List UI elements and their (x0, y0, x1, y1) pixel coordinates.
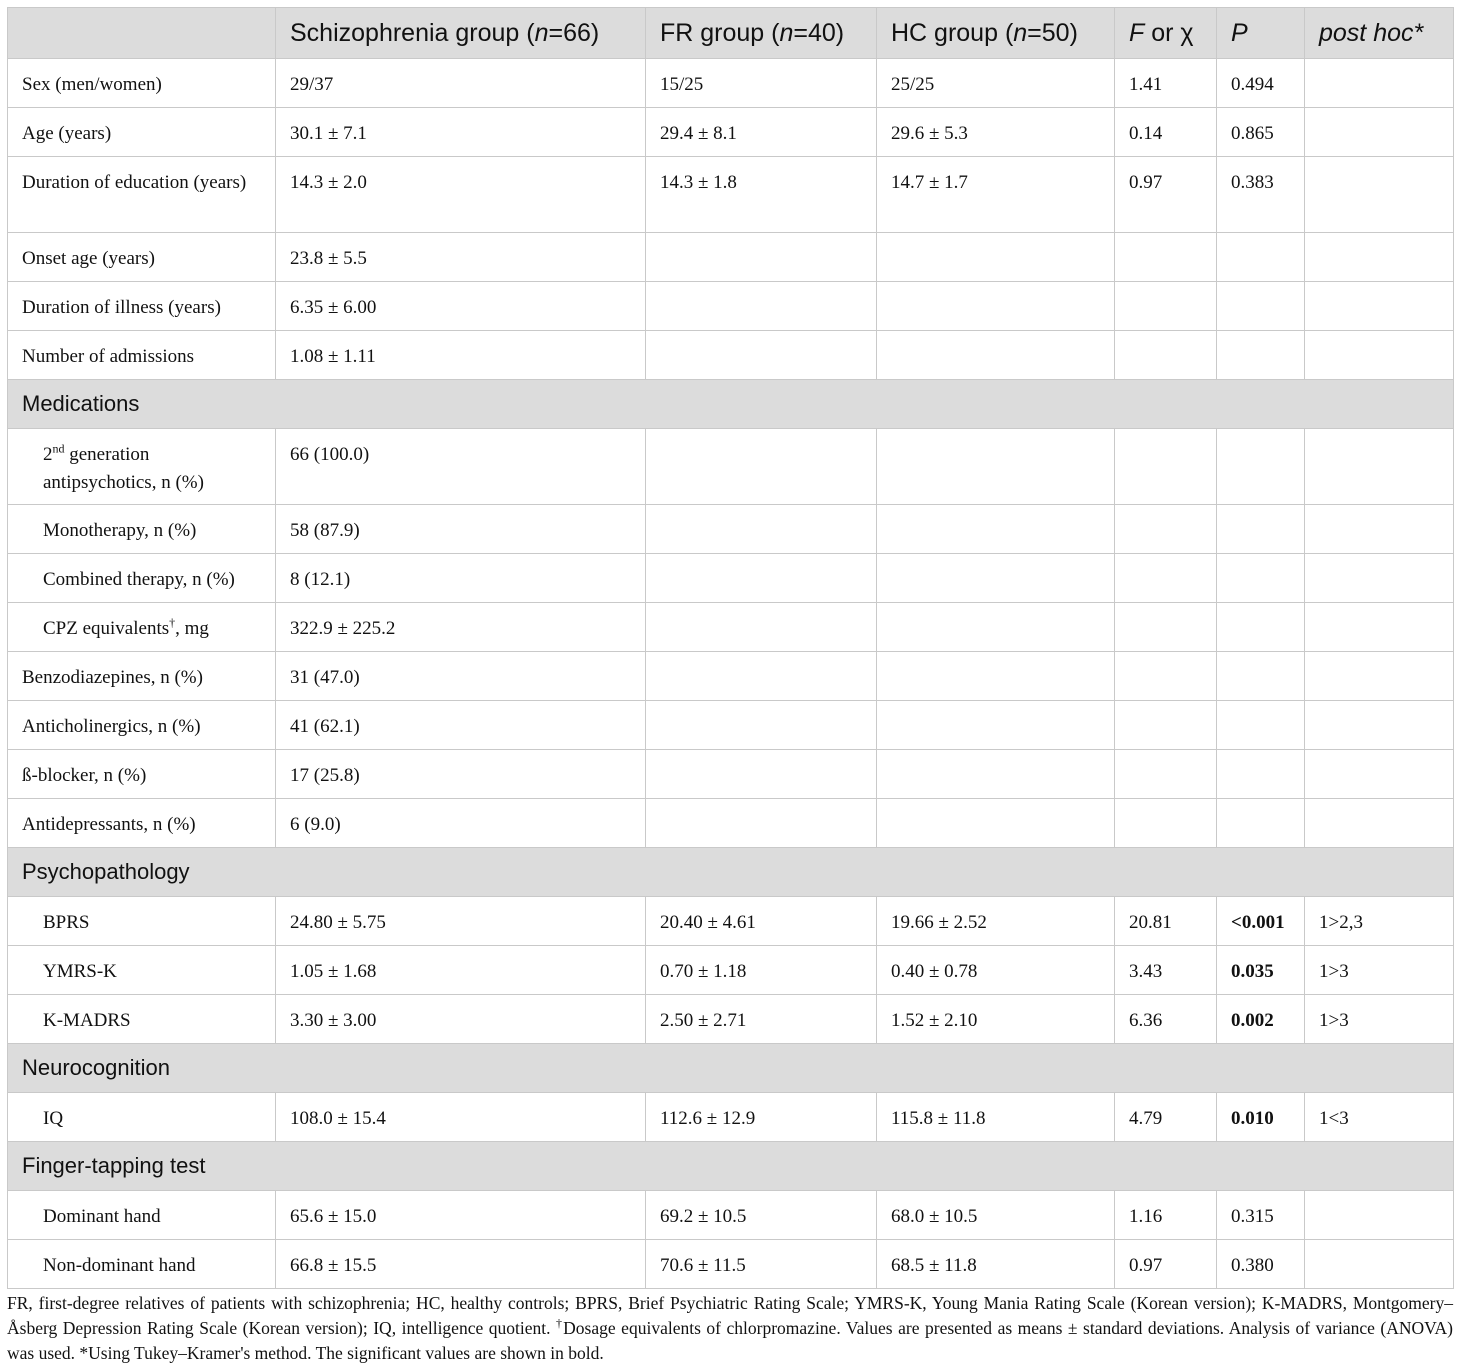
cell-hc (877, 282, 1115, 331)
cell-fr: 0.70 ± 1.18 (646, 946, 877, 995)
cell-statistic (1115, 505, 1217, 554)
cell-statistic: 0.14 (1115, 108, 1217, 157)
header-fr-group: FR group (n=40) (646, 8, 877, 59)
cell-p (1217, 799, 1305, 848)
row-label: Benzodiazepines, n (%) (8, 652, 276, 701)
row-label: ß-blocker, n (%) (8, 750, 276, 799)
cell-p: 0.865 (1217, 108, 1305, 157)
row-label: Onset age (years) (8, 233, 276, 282)
row-label: Sex (men/women) (8, 59, 276, 108)
cell-fr: 2.50 ± 2.71 (646, 995, 877, 1044)
cell-p: 0.494 (1217, 59, 1305, 108)
cell-hc (877, 799, 1115, 848)
cell-post-hoc (1305, 233, 1454, 282)
cell-schizophrenia: 66 (100.0) (276, 429, 646, 505)
cell-p: 0.315 (1217, 1191, 1305, 1240)
cell-statistic (1115, 603, 1217, 652)
cell-statistic (1115, 652, 1217, 701)
cell-fr (646, 282, 877, 331)
row-label: CPZ equivalents†, mg (8, 603, 276, 652)
row-label: 2nd generation antipsychotics, n (%) (8, 429, 276, 505)
cell-p: 0.035 (1217, 946, 1305, 995)
cell-schizophrenia: 108.0 ± 15.4 (276, 1093, 646, 1142)
row-second-generation-antipsychotics (8, 429, 1454, 505)
section-title: Psychopathology (8, 848, 1454, 897)
row-antidepressants (8, 799, 1454, 848)
row-label: BPRS (8, 897, 276, 946)
row-label: Duration of education (years) (8, 157, 276, 233)
row-label: Monotherapy, n (%) (8, 505, 276, 554)
cell-statistic: 0.97 (1115, 1240, 1217, 1289)
section-neurocognition (8, 1044, 1454, 1093)
row-monotherapy (8, 505, 1454, 554)
characteristics-table (7, 7, 1454, 1289)
cell-p: <0.001 (1217, 897, 1305, 946)
cell-hc: 1.52 ± 2.10 (877, 995, 1115, 1044)
cell-p (1217, 554, 1305, 603)
cell-p: 0.380 (1217, 1240, 1305, 1289)
cell-post-hoc (1305, 603, 1454, 652)
header-post-hoc: post hoc* (1305, 8, 1454, 59)
cell-post-hoc (1305, 157, 1454, 233)
cell-schizophrenia: 23.8 ± 5.5 (276, 233, 646, 282)
cell-statistic (1115, 429, 1217, 505)
cell-p (1217, 282, 1305, 331)
cell-post-hoc (1305, 1191, 1454, 1240)
cell-schizophrenia: 65.6 ± 15.0 (276, 1191, 646, 1240)
cell-statistic (1115, 799, 1217, 848)
cell-hc: 68.0 ± 10.5 (877, 1191, 1115, 1240)
row-label: Non-dominant hand (8, 1240, 276, 1289)
cell-post-hoc: 1>3 (1305, 946, 1454, 995)
cell-fr (646, 799, 877, 848)
row-label: YMRS-K (8, 946, 276, 995)
cell-schizophrenia: 30.1 ± 7.1 (276, 108, 646, 157)
cell-fr (646, 505, 877, 554)
row-anticholinergics (8, 701, 1454, 750)
cell-fr: 15/25 (646, 59, 877, 108)
header-variable (8, 8, 276, 59)
cell-hc (877, 750, 1115, 799)
section-title: Medications (8, 380, 1454, 429)
cell-hc: 0.40 ± 0.78 (877, 946, 1115, 995)
cell-statistic (1115, 331, 1217, 380)
cell-hc: 29.6 ± 5.3 (877, 108, 1115, 157)
row-k-madrs (8, 995, 1454, 1044)
cell-p: 0.010 (1217, 1093, 1305, 1142)
cell-post-hoc (1305, 282, 1454, 331)
cell-post-hoc (1305, 505, 1454, 554)
cell-statistic: 1.16 (1115, 1191, 1217, 1240)
cell-p (1217, 233, 1305, 282)
cell-schizophrenia: 8 (12.1) (276, 554, 646, 603)
row-label: Duration of illness (years) (8, 282, 276, 331)
cell-hc: 115.8 ± 11.8 (877, 1093, 1115, 1142)
cell-schizophrenia: 24.80 ± 5.75 (276, 897, 646, 946)
cell-fr (646, 603, 877, 652)
row-admissions (8, 331, 1454, 380)
cell-hc (877, 652, 1115, 701)
cell-statistic: 1.41 (1115, 59, 1217, 108)
cell-schizophrenia: 58 (87.9) (276, 505, 646, 554)
cell-fr: 112.6 ± 12.9 (646, 1093, 877, 1142)
cell-p (1217, 505, 1305, 554)
cell-statistic: 20.81 (1115, 897, 1217, 946)
cell-fr: 69.2 ± 10.5 (646, 1191, 877, 1240)
cell-fr (646, 331, 877, 380)
cell-statistic: 4.79 (1115, 1093, 1217, 1142)
table-header (8, 8, 1454, 59)
row-label: Dominant hand (8, 1191, 276, 1240)
row-sex (8, 59, 1454, 108)
cell-p (1217, 750, 1305, 799)
cell-hc (877, 429, 1115, 505)
table-footnote: FR, first-degree relatives of patients with schizophrenia; HC, healthy controls; BPRS, Brief Psychiatric Rating Scale; YMRS-K, Young Mania Rating Scale (Korean version); K-MADRS, Montgomery–Åsberg Depression Rating Scale (Korean version); IQ, intelligence quotient. †Dosage equivalents of chlorpromazine. Values are presented as means ± standard deviations. Analysis of variance (ANOVA) was used. *Using Tukey–Kramer's method. The significant values are shown in bold. (7, 1293, 1453, 1363)
cell-fr: 29.4 ± 8.1 (646, 108, 877, 157)
section-psychopathology (8, 848, 1454, 897)
row-iq (8, 1093, 1454, 1142)
cell-fr (646, 750, 877, 799)
cell-schizophrenia: 41 (62.1) (276, 701, 646, 750)
cell-post-hoc (1305, 750, 1454, 799)
cell-schizophrenia: 322.9 ± 225.2 (276, 603, 646, 652)
cell-fr: 70.6 ± 11.5 (646, 1240, 877, 1289)
row-education (8, 157, 1454, 233)
row-combined-therapy (8, 554, 1454, 603)
row-onset-age (8, 233, 1454, 282)
cell-statistic: 3.43 (1115, 946, 1217, 995)
header-statistic: F or χ (1115, 8, 1217, 59)
section-finger-tapping (8, 1142, 1454, 1191)
cell-schizophrenia: 29/37 (276, 59, 646, 108)
row-benzodiazepines (8, 652, 1454, 701)
cell-schizophrenia: 1.08 ± 1.11 (276, 331, 646, 380)
cell-post-hoc: 1>2,3 (1305, 897, 1454, 946)
header-hc-group: HC group (n=50) (877, 8, 1115, 59)
cell-post-hoc (1305, 108, 1454, 157)
section-title: Finger-tapping test (8, 1142, 1454, 1191)
cell-hc (877, 331, 1115, 380)
section-title: Neurocognition (8, 1044, 1454, 1093)
cell-fr: 20.40 ± 4.61 (646, 897, 877, 946)
cell-fr (646, 554, 877, 603)
cell-post-hoc (1305, 429, 1454, 505)
cell-p (1217, 701, 1305, 750)
row-illness-duration (8, 282, 1454, 331)
row-label: Age (years) (8, 108, 276, 157)
header-p-value: P (1217, 8, 1305, 59)
cell-schizophrenia: 1.05 ± 1.68 (276, 946, 646, 995)
row-label: IQ (8, 1093, 276, 1142)
cell-p: 0.002 (1217, 995, 1305, 1044)
characteristics-table-container (7, 7, 1453, 1289)
cell-hc (877, 701, 1115, 750)
cell-hc (877, 505, 1115, 554)
cell-post-hoc (1305, 701, 1454, 750)
cell-schizophrenia: 31 (47.0) (276, 652, 646, 701)
cell-post-hoc: 1<3 (1305, 1093, 1454, 1142)
cell-p (1217, 429, 1305, 505)
cell-hc: 68.5 ± 11.8 (877, 1240, 1115, 1289)
row-cpz-equivalents (8, 603, 1454, 652)
header-row (8, 8, 1454, 59)
row-ymrs-k (8, 946, 1454, 995)
cell-fr (646, 429, 877, 505)
cell-fr: 14.3 ± 1.8 (646, 157, 877, 233)
row-label: Antidepressants, n (%) (8, 799, 276, 848)
cell-statistic (1115, 233, 1217, 282)
cell-hc (877, 603, 1115, 652)
header-schizophrenia-group: Schizophrenia group (n=66) (276, 8, 646, 59)
cell-fr (646, 233, 877, 282)
cell-statistic (1115, 701, 1217, 750)
row-label: K-MADRS (8, 995, 276, 1044)
cell-hc (877, 554, 1115, 603)
cell-hc: 25/25 (877, 59, 1115, 108)
cell-hc: 14.7 ± 1.7 (877, 157, 1115, 233)
cell-post-hoc (1305, 1240, 1454, 1289)
cell-statistic: 6.36 (1115, 995, 1217, 1044)
cell-schizophrenia: 6.35 ± 6.00 (276, 282, 646, 331)
cell-post-hoc (1305, 59, 1454, 108)
cell-schizophrenia: 6 (9.0) (276, 799, 646, 848)
row-label: Anticholinergics, n (%) (8, 701, 276, 750)
row-bprs (8, 897, 1454, 946)
cell-fr (646, 652, 877, 701)
row-beta-blocker (8, 750, 1454, 799)
row-dominant-hand (8, 1191, 1454, 1240)
cell-statistic (1115, 554, 1217, 603)
cell-fr (646, 701, 877, 750)
section-medications (8, 380, 1454, 429)
cell-schizophrenia: 66.8 ± 15.5 (276, 1240, 646, 1289)
cell-p: 0.383 (1217, 157, 1305, 233)
cell-post-hoc (1305, 799, 1454, 848)
cell-schizophrenia: 17 (25.8) (276, 750, 646, 799)
row-non-dominant-hand (8, 1240, 1454, 1289)
cell-post-hoc (1305, 554, 1454, 603)
cell-post-hoc (1305, 331, 1454, 380)
cell-statistic (1115, 750, 1217, 799)
cell-hc (877, 233, 1115, 282)
cell-p (1217, 652, 1305, 701)
cell-statistic: 0.97 (1115, 157, 1217, 233)
cell-p (1217, 603, 1305, 652)
cell-post-hoc: 1>3 (1305, 995, 1454, 1044)
cell-schizophrenia: 3.30 ± 3.00 (276, 995, 646, 1044)
cell-p (1217, 331, 1305, 380)
cell-post-hoc (1305, 652, 1454, 701)
cell-statistic (1115, 282, 1217, 331)
row-age (8, 108, 1454, 157)
row-label: Number of admissions (8, 331, 276, 380)
cell-hc: 19.66 ± 2.52 (877, 897, 1115, 946)
cell-schizophrenia: 14.3 ± 2.0 (276, 157, 646, 233)
row-label: Combined therapy, n (%) (8, 554, 276, 603)
